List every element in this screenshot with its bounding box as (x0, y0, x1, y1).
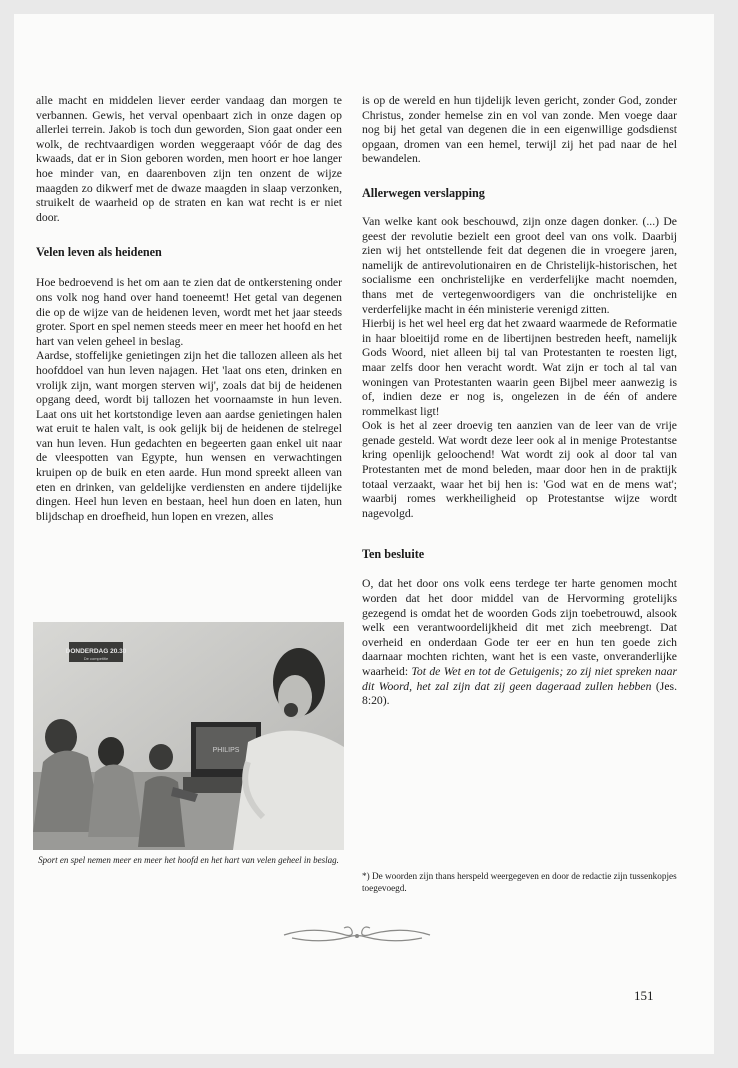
right-column (362, 94, 677, 709)
footnote: *) De woorden zijn thans herspeld weergegeven en door de redactie zijn tussenkopjes toegevoegd. (362, 871, 677, 893)
sports-photo (33, 622, 344, 850)
book-page (14, 14, 714, 1054)
photo-caption: Sport en spel nemen meer en meer het hoofd en het hart van velen geheel in beslag. (38, 855, 339, 865)
right-paragraph-4 (362, 577, 677, 708)
left-column (36, 94, 342, 524)
scripture-reference: (Jes. 8:20). (362, 679, 677, 708)
right-paragraph-1: Van welke kant ook beschouwd, zijn onze dagen donker. (...) De geest der revolutie bezielt een groot deel van ons volk. Daarbij zien wij het ontstellende feit dat degenen die in vroegere jaren, namelijk de antirevolutionairen en de Christelijk-historischen, het socialisme een onchristelijke en verderfelijke macht noemden, thans met de vertegenwoordigers van die onchristelijke en verderfelijke macht in één ministerie verenigd zitten. (362, 214, 677, 316)
right-intro-paragraph: is op de wereld en hun tijdelijk leven gericht, zonder God, zonder Christus, zonder hemelse zin en vol van zonde. Men voege daar nog bij het getal van degenen die in een eigenwillige godsdienst opgaan, dromen van een hemel, terwijl zij het pad naar de hel bewandelen. (362, 94, 677, 166)
sports-photo-illustration (33, 622, 344, 850)
left-paragraph-2: Aardse, stoffelijke genietingen zijn het die tallozen alleen als het hoofddoel van hun leven najagen. Het 'laat ons eten, drinken en vrolijk zijn, want morgen sterven wij', zoals dat bij de heidenen opgang deed, wordt bij tallozen het voornaamste in hun leven. Laat ons uit het kortstondige leven aan aardse genietingen halen wat eruit te halen valt, is ook gelijk bij de heidenen de stelregel van hun leven. Hun gedachten en begeerten gaan enkel uit naar de vleespotten van Egypte, hun wensen en verwachtingen kruipen op de buik en eten aarde. Hun mond spreekt alleen van eten en drinken, van geldelijke verdiensten en andere tijdelijke dingen. Heel hun leven en bestaan, heel hun doen en laten, hun blijdschap en droefheid, hun lopen en vrezen, alles (36, 349, 342, 523)
closing-text: O, dat het door ons volk eens terdege ter harte genomen mocht worden dat het door middel van de Hervorming grotelijks gezegend is omdat het de woorden Gods zijn toebetrouwd, alsook welk een verantwoordelijkheid dit met zich meebrengt. Dat overheid en onderdaan Gode ter eer en hun ten goede zich daarnaar mochten richten, want het is een vaste, onveranderlijke waarheid: (362, 577, 677, 678)
tv-brand-text: PHILIPS (212, 747, 240, 754)
sign-subtext: De competitie (83, 656, 109, 661)
sign-text: DONDERDAG 20.30 (65, 648, 127, 655)
page-number: 151 (634, 988, 654, 1003)
heading-ten-besluite: Ten besluite (362, 547, 425, 562)
left-intro-paragraph: alle macht en middelen liever eerder vandaag dan morgen te verbannen. Gewis, het verval openbaart zich in onze dagen op allerlei terrein. Jakob is toch dun geworden, Sion gaat onder een wolk, de rechtvaardigen worden weggeraapt vóór de dag des kwaads, dat er in Sion geboren worden, men hoort er hoe langer hoe minder van, en daarenboven zijn ten onzent de wijze maagden zo dikwerf met de dwaze maagden in slaap verzonken, struikelt de waarheid op de straten en kan wat recht is er niet door. (36, 94, 342, 224)
flourish-ornament (282, 922, 432, 948)
right-paragraph-2: Hierbij is het wel heel erg dat het zwaard waarmede de Reformatie in haar bloeitijd rome en de libertijnen bestreden heeft, namelijk Gods Woord, niet alleen bij tal van Protestanten te roesten ligt, maar zelfs door hen veracht wordt. Wat zijn er toch al tal van woningen van Protestanten waarin geen Bijbel meer aanwezig is of, indien deze er nog is, ongelezen in de één of andere rommelkast ligt! (362, 317, 677, 418)
left-paragraph-1: Hoe bedroevend is het om aan te zien dat de ontkerstening onder ons volk nog hand over hand toeneemt! Het getal van degenen die op de wijze van de heidenen leven, wordt met het jaar steeds groter. Sport en spel nemen steeds meer en meer het hoofd en het hart van velen geheel in beslag. (36, 276, 342, 348)
heading-velen-leven: Velen leven als heidenen (36, 245, 162, 260)
scripture-quote: Tot de Wet en tot de Getuigenis; zo zij niet spreken naar dit Woord, het zal zijn dat zij geen dageraad zullen hebben (362, 665, 678, 693)
right-paragraph-3: Ook is het al zeer droevig ten aanzien van de leer van de vrije genade gesteld. Wat wordt deze leer ook al in menige Protestantse kring openlijk geloochend! Wat wordt zij ook al door tal van Protestanten met de mond beleden, maar door hen in de praktijk totaal verzaakt, waar het bij hen is: 'God wat en de mens wat'; waarbij romes werkheiligheid op Protestantse wijze wordt nagevolgd. (362, 419, 677, 520)
heading-allerwegen-verslapping: Allerwegen verslapping (362, 185, 485, 200)
